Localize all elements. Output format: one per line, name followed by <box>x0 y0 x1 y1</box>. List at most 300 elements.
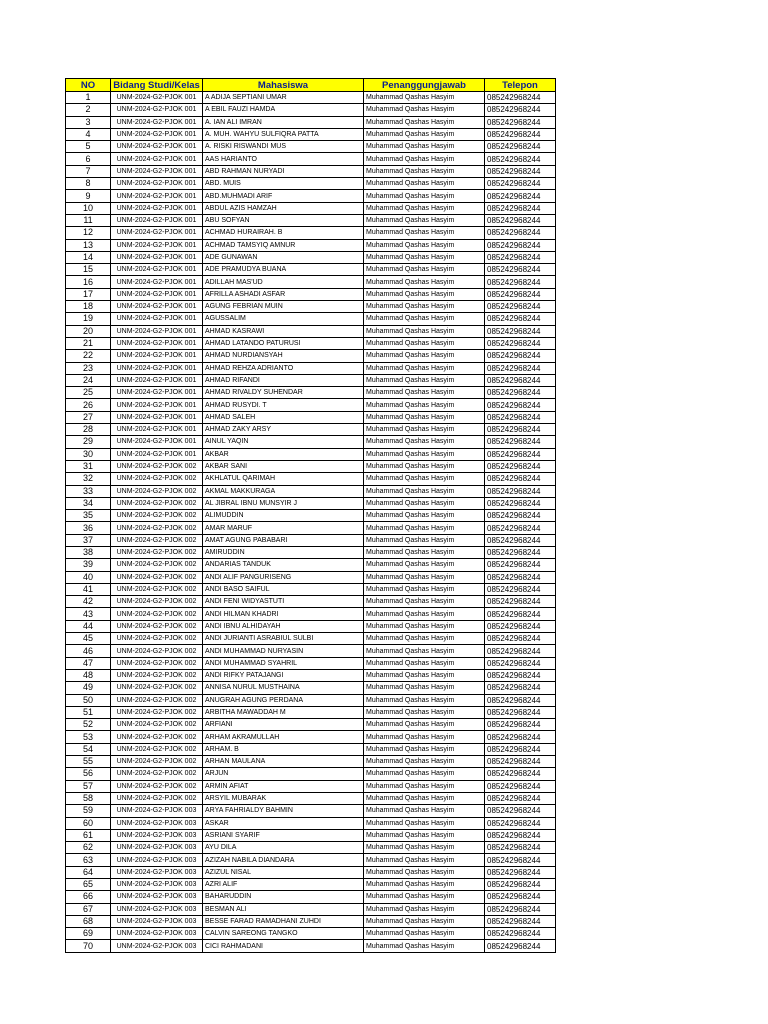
cell-telepon: 085242968244 <box>485 756 556 768</box>
cell-no: 3 <box>66 116 111 128</box>
cell-mahasiswa: AMAR MARUF <box>203 522 364 534</box>
cell-mahasiswa: A. RISKI RISWANDI MUS <box>203 141 364 153</box>
cell-mahasiswa: AGUNG FEBRIAN MUIN <box>203 301 364 313</box>
cell-mahasiswa: ANDI ALIF PANGURISENG <box>203 571 364 583</box>
cell-kelas: UNM-2024-G2-PJOK 001 <box>111 337 203 349</box>
cell-kelas: UNM-2024-G2-PJOK 002 <box>111 645 203 657</box>
cell-telepon: 085242968244 <box>485 792 556 804</box>
cell-telepon: 085242968244 <box>485 202 556 214</box>
cell-telepon: 085242968244 <box>485 510 556 522</box>
cell-kelas: UNM-2024-G2-PJOK 003 <box>111 805 203 817</box>
cell-no: 44 <box>66 620 111 632</box>
table-row <box>66 510 556 522</box>
cell-penanggungjawab: Muhammad Qashas Hasyim <box>364 756 485 768</box>
cell-kelas: UNM-2024-G2-PJOK 002 <box>111 460 203 472</box>
cell-penanggungjawab: Muhammad Qashas Hasyim <box>364 264 485 276</box>
cell-telepon: 085242968244 <box>485 928 556 940</box>
cell-mahasiswa: ARBITHA MAWADDAH M <box>203 706 364 718</box>
cell-kelas: UNM-2024-G2-PJOK 001 <box>111 411 203 423</box>
cell-no: 61 <box>66 829 111 841</box>
table-row <box>66 571 556 583</box>
cell-mahasiswa: A. IAN ALI IMRAN <box>203 116 364 128</box>
cell-penanggungjawab: Muhammad Qashas Hasyim <box>364 768 485 780</box>
cell-penanggungjawab: Muhammad Qashas Hasyim <box>364 251 485 263</box>
cell-kelas: UNM-2024-G2-PJOK 001 <box>111 362 203 374</box>
cell-telepon: 085242968244 <box>485 424 556 436</box>
cell-kelas: UNM-2024-G2-PJOK 003 <box>111 879 203 891</box>
cell-no: 38 <box>66 546 111 558</box>
cell-telepon: 085242968244 <box>485 940 556 952</box>
cell-mahasiswa: AKHLATUL QARIMAH <box>203 473 364 485</box>
cell-kelas: UNM-2024-G2-PJOK 001 <box>111 325 203 337</box>
cell-no: 12 <box>66 227 111 239</box>
cell-kelas: UNM-2024-G2-PJOK 002 <box>111 682 203 694</box>
table-row <box>66 92 556 104</box>
cell-penanggungjawab: Muhammad Qashas Hasyim <box>364 153 485 165</box>
cell-mahasiswa: A EBIL FAUZI HAMDA <box>203 104 364 116</box>
cell-kelas: UNM-2024-G2-PJOK 002 <box>111 546 203 558</box>
cell-mahasiswa: ARSYIL MUBARAK <box>203 792 364 804</box>
cell-mahasiswa: AFRILLA ASHADI ASFAR <box>203 288 364 300</box>
cell-telepon: 085242968244 <box>485 891 556 903</box>
cell-telepon: 085242968244 <box>485 92 556 104</box>
cell-penanggungjawab: Muhammad Qashas Hasyim <box>364 350 485 362</box>
cell-telepon: 085242968244 <box>485 805 556 817</box>
cell-kelas: UNM-2024-G2-PJOK 001 <box>111 190 203 202</box>
cell-telepon: 085242968244 <box>485 743 556 755</box>
cell-mahasiswa: ARHAN MAULANA <box>203 756 364 768</box>
cell-penanggungjawab: Muhammad Qashas Hasyim <box>364 473 485 485</box>
cell-telepon: 085242968244 <box>485 583 556 595</box>
cell-penanggungjawab: Muhammad Qashas Hasyim <box>364 424 485 436</box>
cell-mahasiswa: ABD RAHMAN NURYADI <box>203 165 364 177</box>
cell-telepon: 085242968244 <box>485 128 556 140</box>
cell-mahasiswa: A. MUH. WAHYU SULFIQRA PATTA <box>203 128 364 140</box>
table-row <box>66 706 556 718</box>
table-row <box>66 891 556 903</box>
cell-kelas: UNM-2024-G2-PJOK 001 <box>111 116 203 128</box>
cell-penanggungjawab: Muhammad Qashas Hasyim <box>364 657 485 669</box>
cell-telepon: 085242968244 <box>485 497 556 509</box>
table-row <box>66 534 556 546</box>
table-row <box>66 128 556 140</box>
cell-no: 68 <box>66 915 111 927</box>
table-row <box>66 719 556 731</box>
table-row <box>66 202 556 214</box>
cell-kelas: UNM-2024-G2-PJOK 002 <box>111 534 203 546</box>
cell-telepon: 085242968244 <box>485 460 556 472</box>
cell-mahasiswa: AAS HARIANTO <box>203 153 364 165</box>
table-row <box>66 473 556 485</box>
cell-kelas: UNM-2024-G2-PJOK 002 <box>111 485 203 497</box>
cell-kelas: UNM-2024-G2-PJOK 001 <box>111 436 203 448</box>
cell-mahasiswa: ADE PRAMUDYA BUANA <box>203 264 364 276</box>
cell-penanggungjawab: Muhammad Qashas Hasyim <box>364 583 485 595</box>
cell-penanggungjawab: Muhammad Qashas Hasyim <box>364 792 485 804</box>
cell-mahasiswa: AHMAD SALEH <box>203 411 364 423</box>
cell-telepon: 085242968244 <box>485 571 556 583</box>
cell-mahasiswa: AHMAD RIFANDI <box>203 374 364 386</box>
table-row <box>66 460 556 472</box>
cell-no: 16 <box>66 276 111 288</box>
cell-mahasiswa: AZIZUL NISAL <box>203 866 364 878</box>
cell-mahasiswa: CICI RAHMADANI <box>203 940 364 952</box>
table-row <box>66 485 556 497</box>
cell-no: 23 <box>66 362 111 374</box>
cell-telepon: 085242968244 <box>485 719 556 731</box>
cell-no: 59 <box>66 805 111 817</box>
cell-penanggungjawab: Muhammad Qashas Hasyim <box>364 92 485 104</box>
table-row <box>66 915 556 927</box>
cell-mahasiswa: ANDI MUHAMMAD NURYASIN <box>203 645 364 657</box>
student-table <box>65 78 556 953</box>
cell-telepon: 085242968244 <box>485 350 556 362</box>
cell-telepon: 085242968244 <box>485 239 556 251</box>
cell-penanggungjawab: Muhammad Qashas Hasyim <box>364 227 485 239</box>
header-telepon: Telepon <box>485 79 556 92</box>
cell-no: 5 <box>66 141 111 153</box>
cell-penanggungjawab: Muhammad Qashas Hasyim <box>364 202 485 214</box>
cell-penanggungjawab: Muhammad Qashas Hasyim <box>364 214 485 226</box>
cell-kelas: UNM-2024-G2-PJOK 001 <box>111 448 203 460</box>
cell-telepon: 085242968244 <box>485 251 556 263</box>
cell-telepon: 085242968244 <box>485 288 556 300</box>
cell-kelas: UNM-2024-G2-PJOK 003 <box>111 829 203 841</box>
cell-telepon: 085242968244 <box>485 534 556 546</box>
cell-no: 18 <box>66 301 111 313</box>
cell-telepon: 085242968244 <box>485 694 556 706</box>
table-row <box>66 104 556 116</box>
cell-penanggungjawab: Muhammad Qashas Hasyim <box>364 374 485 386</box>
cell-penanggungjawab: Muhammad Qashas Hasyim <box>364 669 485 681</box>
cell-penanggungjawab: Muhammad Qashas Hasyim <box>364 387 485 399</box>
header-penanggungjawab: Penanggungjawab <box>364 79 485 92</box>
cell-mahasiswa: ARHAM AKRAMULLAH <box>203 731 364 743</box>
header-kelas: Bidang Studi/Kelas <box>111 79 203 92</box>
cell-mahasiswa: ACHMAD TAMSYIQ AMNUR <box>203 239 364 251</box>
cell-no: 25 <box>66 387 111 399</box>
cell-kelas: UNM-2024-G2-PJOK 001 <box>111 264 203 276</box>
cell-mahasiswa: ANDI JURIANTI ASRABIUL SULBI <box>203 633 364 645</box>
cell-no: 22 <box>66 350 111 362</box>
cell-no: 14 <box>66 251 111 263</box>
cell-no: 47 <box>66 657 111 669</box>
cell-no: 21 <box>66 337 111 349</box>
cell-mahasiswa: ARFIANI <box>203 719 364 731</box>
table-row <box>66 165 556 177</box>
cell-no: 40 <box>66 571 111 583</box>
cell-penanggungjawab: Muhammad Qashas Hasyim <box>364 510 485 522</box>
cell-penanggungjawab: Muhammad Qashas Hasyim <box>364 608 485 620</box>
table-row <box>66 399 556 411</box>
cell-telepon: 085242968244 <box>485 264 556 276</box>
cell-penanggungjawab: Muhammad Qashas Hasyim <box>364 116 485 128</box>
cell-telepon: 085242968244 <box>485 559 556 571</box>
cell-no: 51 <box>66 706 111 718</box>
cell-telepon: 085242968244 <box>485 301 556 313</box>
cell-penanggungjawab: Muhammad Qashas Hasyim <box>364 190 485 202</box>
cell-kelas: UNM-2024-G2-PJOK 002 <box>111 768 203 780</box>
cell-penanggungjawab: Muhammad Qashas Hasyim <box>364 915 485 927</box>
cell-penanggungjawab: Muhammad Qashas Hasyim <box>364 559 485 571</box>
cell-mahasiswa: AINUL YAQIN <box>203 436 364 448</box>
cell-telepon: 085242968244 <box>485 165 556 177</box>
table-row <box>66 940 556 952</box>
cell-telepon: 085242968244 <box>485 411 556 423</box>
cell-kelas: UNM-2024-G2-PJOK 001 <box>111 178 203 190</box>
cell-no: 15 <box>66 264 111 276</box>
cell-kelas: UNM-2024-G2-PJOK 002 <box>111 608 203 620</box>
cell-kelas: UNM-2024-G2-PJOK 003 <box>111 915 203 927</box>
cell-penanggungjawab: Muhammad Qashas Hasyim <box>364 485 485 497</box>
cell-telepon: 085242968244 <box>485 362 556 374</box>
cell-mahasiswa: ADILLAH MAS'UD <box>203 276 364 288</box>
cell-telepon: 085242968244 <box>485 153 556 165</box>
cell-telepon: 085242968244 <box>485 731 556 743</box>
cell-no: 29 <box>66 436 111 448</box>
cell-no: 9 <box>66 190 111 202</box>
table-row <box>66 608 556 620</box>
cell-mahasiswa: BESSE FARAD RAMADHANI ZUHDI <box>203 915 364 927</box>
cell-telepon: 085242968244 <box>485 657 556 669</box>
table-row <box>66 227 556 239</box>
cell-kelas: UNM-2024-G2-PJOK 001 <box>111 202 203 214</box>
cell-no: 31 <box>66 460 111 472</box>
table-row <box>66 153 556 165</box>
cell-kelas: UNM-2024-G2-PJOK 001 <box>111 239 203 251</box>
cell-no: 46 <box>66 645 111 657</box>
table-row <box>66 682 556 694</box>
cell-mahasiswa: BAHARUDDIN <box>203 891 364 903</box>
cell-penanggungjawab: Muhammad Qashas Hasyim <box>364 325 485 337</box>
table-row <box>66 669 556 681</box>
cell-mahasiswa: ARYA FAHRIALDY BAHMIN <box>203 805 364 817</box>
cell-telepon: 085242968244 <box>485 669 556 681</box>
cell-mahasiswa: AKMAL MAKKURAGA <box>203 485 364 497</box>
cell-kelas: UNM-2024-G2-PJOK 002 <box>111 731 203 743</box>
cell-kelas: UNM-2024-G2-PJOK 003 <box>111 903 203 915</box>
cell-kelas: UNM-2024-G2-PJOK 003 <box>111 817 203 829</box>
cell-mahasiswa: ABDUL AZIS HAMZAH <box>203 202 364 214</box>
cell-penanggungjawab: Muhammad Qashas Hasyim <box>364 891 485 903</box>
table-row <box>66 214 556 226</box>
header-mahasiswa: Mahasiswa <box>203 79 364 92</box>
cell-kelas: UNM-2024-G2-PJOK 001 <box>111 92 203 104</box>
cell-kelas: UNM-2024-G2-PJOK 001 <box>111 227 203 239</box>
cell-penanggungjawab: Muhammad Qashas Hasyim <box>364 596 485 608</box>
cell-kelas: UNM-2024-G2-PJOK 002 <box>111 596 203 608</box>
cell-mahasiswa: ANDI HILMAN KHADRI <box>203 608 364 620</box>
cell-telepon: 085242968244 <box>485 866 556 878</box>
cell-kelas: UNM-2024-G2-PJOK 003 <box>111 891 203 903</box>
cell-no: 66 <box>66 891 111 903</box>
cell-penanggungjawab: Muhammad Qashas Hasyim <box>364 497 485 509</box>
cell-no: 58 <box>66 792 111 804</box>
cell-mahasiswa: ANDI FENI WIDYASTUTI <box>203 596 364 608</box>
cell-mahasiswa: AYU DILA <box>203 842 364 854</box>
cell-kelas: UNM-2024-G2-PJOK 002 <box>111 522 203 534</box>
cell-telepon: 085242968244 <box>485 829 556 841</box>
cell-mahasiswa: ANDI BASO SAIFUL <box>203 583 364 595</box>
cell-penanggungjawab: Muhammad Qashas Hasyim <box>364 829 485 841</box>
cell-mahasiswa: ANDI RIFKY PATAJANGI <box>203 669 364 681</box>
cell-penanggungjawab: Muhammad Qashas Hasyim <box>364 780 485 792</box>
table-row <box>66 546 556 558</box>
cell-telepon: 085242968244 <box>485 337 556 349</box>
cell-no: 37 <box>66 534 111 546</box>
cell-kelas: UNM-2024-G2-PJOK 002 <box>111 694 203 706</box>
cell-kelas: UNM-2024-G2-PJOK 002 <box>111 669 203 681</box>
table-row <box>66 645 556 657</box>
cell-telepon: 085242968244 <box>485 817 556 829</box>
cell-no: 53 <box>66 731 111 743</box>
cell-kelas: UNM-2024-G2-PJOK 001 <box>111 350 203 362</box>
cell-mahasiswa: BESMAN ALI <box>203 903 364 915</box>
cell-telepon: 085242968244 <box>485 190 556 202</box>
cell-kelas: UNM-2024-G2-PJOK 003 <box>111 842 203 854</box>
table-row <box>66 325 556 337</box>
cell-kelas: UNM-2024-G2-PJOK 002 <box>111 583 203 595</box>
cell-kelas: UNM-2024-G2-PJOK 001 <box>111 424 203 436</box>
cell-no: 2 <box>66 104 111 116</box>
table-row <box>66 854 556 866</box>
cell-penanggungjawab: Muhammad Qashas Hasyim <box>364 645 485 657</box>
cell-kelas: UNM-2024-G2-PJOK 001 <box>111 165 203 177</box>
cell-mahasiswa: ANUGRAH AGUNG PERDANA <box>203 694 364 706</box>
cell-telepon: 085242968244 <box>485 325 556 337</box>
cell-mahasiswa: ARMIN AFIAT <box>203 780 364 792</box>
table-row <box>66 903 556 915</box>
table-row <box>66 374 556 386</box>
cell-kelas: UNM-2024-G2-PJOK 002 <box>111 497 203 509</box>
cell-kelas: UNM-2024-G2-PJOK 001 <box>111 399 203 411</box>
cell-penanggungjawab: Muhammad Qashas Hasyim <box>364 534 485 546</box>
cell-mahasiswa: AZRI ALIF <box>203 879 364 891</box>
cell-telepon: 085242968244 <box>485 682 556 694</box>
cell-no: 49 <box>66 682 111 694</box>
cell-penanggungjawab: Muhammad Qashas Hasyim <box>364 706 485 718</box>
cell-mahasiswa: AHMAD RIVALDY SUHENDAR <box>203 387 364 399</box>
cell-penanggungjawab: Muhammad Qashas Hasyim <box>364 682 485 694</box>
cell-mahasiswa: ABU SOFYAN <box>203 214 364 226</box>
cell-telepon: 085242968244 <box>485 387 556 399</box>
cell-no: 62 <box>66 842 111 854</box>
cell-kelas: UNM-2024-G2-PJOK 002 <box>111 743 203 755</box>
cell-telepon: 085242968244 <box>485 399 556 411</box>
cell-mahasiswa: ARJUN <box>203 768 364 780</box>
cell-penanggungjawab: Muhammad Qashas Hasyim <box>364 141 485 153</box>
cell-telepon: 085242968244 <box>485 879 556 891</box>
cell-no: 35 <box>66 510 111 522</box>
cell-telepon: 085242968244 <box>485 780 556 792</box>
table-row <box>66 350 556 362</box>
cell-mahasiswa: ABD. MUIS <box>203 178 364 190</box>
cell-mahasiswa: A ADIJA SEPTIANI UMAR <box>203 92 364 104</box>
table-row <box>66 522 556 534</box>
cell-no: 1 <box>66 92 111 104</box>
cell-mahasiswa: ANNISA NURUL MUSTHAINA <box>203 682 364 694</box>
cell-penanggungjawab: Muhammad Qashas Hasyim <box>364 571 485 583</box>
cell-telepon: 085242968244 <box>485 706 556 718</box>
cell-no: 63 <box>66 854 111 866</box>
cell-no: 7 <box>66 165 111 177</box>
cell-telepon: 085242968244 <box>485 768 556 780</box>
cell-telepon: 085242968244 <box>485 116 556 128</box>
cell-no: 39 <box>66 559 111 571</box>
cell-kelas: UNM-2024-G2-PJOK 003 <box>111 854 203 866</box>
cell-mahasiswa: AHMAD ZAKY ARSY <box>203 424 364 436</box>
cell-no: 65 <box>66 879 111 891</box>
cell-telepon: 085242968244 <box>485 178 556 190</box>
cell-mahasiswa: AHMAD RUSYDI. T <box>203 399 364 411</box>
cell-penanggungjawab: Muhammad Qashas Hasyim <box>364 128 485 140</box>
cell-telepon: 085242968244 <box>485 313 556 325</box>
cell-no: 13 <box>66 239 111 251</box>
cell-mahasiswa: AHMAD KASRAWI <box>203 325 364 337</box>
cell-no: 43 <box>66 608 111 620</box>
cell-no: 42 <box>66 596 111 608</box>
cell-telepon: 085242968244 <box>485 473 556 485</box>
table-row <box>66 436 556 448</box>
cell-kelas: UNM-2024-G2-PJOK 001 <box>111 104 203 116</box>
cell-penanggungjawab: Muhammad Qashas Hasyim <box>364 436 485 448</box>
cell-kelas: UNM-2024-G2-PJOK 002 <box>111 473 203 485</box>
cell-kelas: UNM-2024-G2-PJOK 001 <box>111 387 203 399</box>
table-body <box>66 92 556 953</box>
cell-telepon: 085242968244 <box>485 915 556 927</box>
cell-no: 34 <box>66 497 111 509</box>
cell-penanggungjawab: Muhammad Qashas Hasyim <box>364 104 485 116</box>
cell-no: 26 <box>66 399 111 411</box>
cell-kelas: UNM-2024-G2-PJOK 003 <box>111 928 203 940</box>
cell-no: 64 <box>66 866 111 878</box>
cell-kelas: UNM-2024-G2-PJOK 002 <box>111 510 203 522</box>
cell-telepon: 085242968244 <box>485 436 556 448</box>
table-row <box>66 928 556 940</box>
cell-no: 69 <box>66 928 111 940</box>
cell-no: 30 <box>66 448 111 460</box>
table-row <box>66 497 556 509</box>
cell-penanggungjawab: Muhammad Qashas Hasyim <box>364 633 485 645</box>
cell-mahasiswa: ASKAR <box>203 817 364 829</box>
table-row <box>66 116 556 128</box>
cell-penanggungjawab: Muhammad Qashas Hasyim <box>364 743 485 755</box>
cell-telepon: 085242968244 <box>485 448 556 460</box>
cell-penanggungjawab: Muhammad Qashas Hasyim <box>364 694 485 706</box>
cell-telepon: 085242968244 <box>485 645 556 657</box>
cell-mahasiswa: ASRIANI SYARIF <box>203 829 364 841</box>
cell-penanggungjawab: Muhammad Qashas Hasyim <box>364 448 485 460</box>
cell-telepon: 085242968244 <box>485 276 556 288</box>
cell-kelas: UNM-2024-G2-PJOK 003 <box>111 866 203 878</box>
cell-penanggungjawab: Muhammad Qashas Hasyim <box>364 842 485 854</box>
table-row <box>66 362 556 374</box>
cell-no: 60 <box>66 817 111 829</box>
cell-penanggungjawab: Muhammad Qashas Hasyim <box>364 903 485 915</box>
cell-telepon: 085242968244 <box>485 620 556 632</box>
cell-telepon: 085242968244 <box>485 485 556 497</box>
cell-no: 55 <box>66 756 111 768</box>
cell-telepon: 085242968244 <box>485 227 556 239</box>
cell-mahasiswa: AHMAD LATANDO PATURUSI <box>203 337 364 349</box>
table-row <box>66 694 556 706</box>
cell-penanggungjawab: Muhammad Qashas Hasyim <box>364 854 485 866</box>
table-row <box>66 141 556 153</box>
cell-penanggungjawab: Muhammad Qashas Hasyim <box>364 362 485 374</box>
cell-penanggungjawab: Muhammad Qashas Hasyim <box>364 460 485 472</box>
cell-kelas: UNM-2024-G2-PJOK 001 <box>111 141 203 153</box>
cell-kelas: UNM-2024-G2-PJOK 001 <box>111 214 203 226</box>
